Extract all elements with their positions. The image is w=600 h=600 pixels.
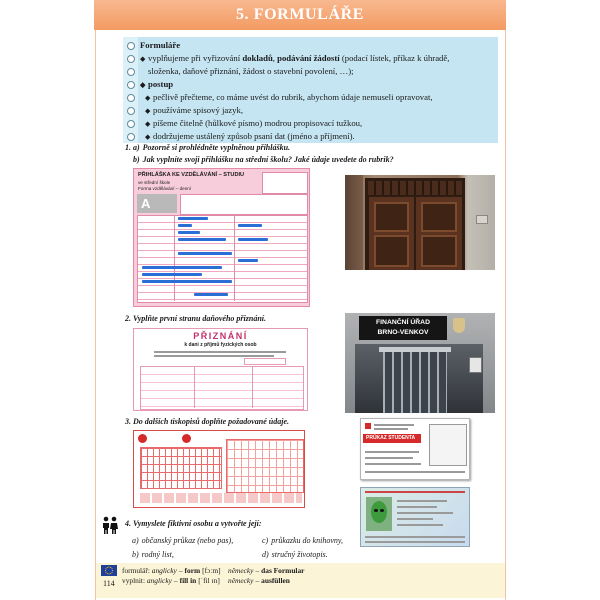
text-line [397, 518, 433, 520]
summary-intro-line [140, 52, 449, 65]
id-card-image [360, 487, 470, 547]
form-header-field [180, 194, 308, 215]
glossary-en-pron: [ˈfil ɪn] [198, 576, 220, 585]
text-line [374, 428, 408, 430]
handwriting-mark [178, 252, 232, 255]
door-photo [345, 175, 495, 270]
handwriting-mark [142, 266, 222, 269]
text-line [397, 500, 447, 502]
office-plate [469, 357, 482, 373]
tax-field-box [244, 358, 286, 365]
postal-strip [140, 493, 302, 503]
form-rows [137, 215, 308, 303]
intro-text: (podací lístek, příkaz k úhradě, [339, 53, 450, 63]
task-text: Do dalších tiskopisů doplňte požadované údaje. [133, 417, 290, 426]
door-leaf-right [416, 197, 462, 270]
text-line [365, 471, 465, 473]
office-sign-line2: BRNO-VENKOV [377, 329, 429, 336]
item-text: stručný životopis. [271, 550, 328, 559]
glossary-separator: – [255, 566, 260, 575]
glossary-entry [122, 576, 220, 586]
tax-return-image [133, 328, 308, 411]
item-text: průkazku do knihovny, [271, 536, 343, 545]
bullet-icon: ◆ [145, 133, 151, 141]
handwriting-mark [238, 259, 258, 262]
binding-ring-icon [127, 42, 135, 50]
step-text: píšeme čitelně (hůlkové písmo) modrou propisovací tužkou, [153, 118, 363, 128]
text-line [365, 451, 419, 453]
binding-ring-icon [127, 107, 135, 115]
task-4-item-c [262, 535, 343, 546]
stone-pillar [345, 175, 363, 270]
form-title: PŘIHLÁŠKA KE VZDĚLÁVÁNÍ – STUDIU [138, 172, 245, 178]
bullet-icon: ◆ [145, 107, 151, 115]
summary-box [123, 37, 498, 143]
task-4-item-a [132, 535, 233, 546]
step-text: používáme spisový jazyk, [153, 105, 243, 115]
door-panel [374, 235, 409, 267]
glossary-entry-de [228, 566, 306, 576]
form-column-divider [174, 215, 175, 301]
handwriting-mark [178, 217, 208, 220]
task-2 [125, 313, 266, 324]
chapter-banner [94, 0, 506, 30]
door-transom [368, 181, 462, 195]
bullet-icon: ◆ [145, 94, 151, 102]
task-4-item-b [132, 549, 174, 560]
eu-flag-icon [101, 565, 117, 576]
photo-placeholder [429, 424, 467, 466]
step-text: dodržujeme ustálený způsob psaní dat (jméno a příjmení). [153, 131, 355, 141]
intro-text: vyplňujeme při vyřizování [148, 53, 243, 63]
student-card-band: PRŮKAZ STUDENTA [363, 434, 421, 443]
glossary-separator: – [255, 576, 260, 585]
binding-ring-icon [127, 94, 135, 102]
glossary-en-label: anglicky [146, 576, 172, 585]
binding-ring-icon [127, 55, 135, 63]
binding-ring-icon [127, 120, 135, 128]
glossary-de-label: německy [228, 566, 254, 575]
form-column-divider [234, 215, 235, 301]
glossary-entry-de [228, 576, 292, 586]
task-text: Vymyslete fiktivní osobu a vytvořte její: [133, 519, 262, 528]
tax-table-divider [252, 366, 253, 408]
office-sign [359, 316, 447, 340]
text-line [154, 355, 274, 357]
postal-grid-left [140, 447, 222, 489]
id-photo [366, 497, 392, 531]
binding-ring-icon [127, 133, 135, 141]
intro-bold: dokladů [242, 53, 273, 63]
text-line [397, 524, 443, 526]
school-logo-icon [365, 423, 371, 429]
alien-face-icon [371, 501, 387, 523]
handwriting-mark [142, 273, 202, 276]
glossary-en-word: form [184, 566, 201, 575]
handwriting-mark [238, 238, 268, 241]
summary-intro-continuation: složenka, daňové přiznání, žádost o stavební povolení, …); [148, 66, 354, 76]
item-text: rodný list, [141, 550, 174, 559]
people-icon [101, 516, 119, 534]
tax-form-subtitle: k dani z příjmů fyzických osob [184, 342, 257, 348]
binding-ring-icon [127, 81, 135, 89]
handwriting-mark [142, 280, 232, 283]
form-code-box [262, 172, 308, 194]
bullet-icon: ◆ [140, 55, 146, 63]
door-panel [374, 202, 409, 232]
tax-table-divider [194, 366, 195, 408]
alien-eye [374, 509, 378, 512]
form-section-box: A [137, 194, 177, 213]
task-4 [125, 518, 262, 529]
text-line [374, 424, 414, 426]
id-card-header-line [365, 491, 465, 493]
summary-step [145, 91, 433, 104]
door-panel [421, 235, 457, 267]
wall-plaque [476, 215, 488, 224]
glossary-term: formulář: [122, 566, 150, 575]
glossary-term: vyplnit: [122, 576, 145, 585]
step-text: pečlivě přečteme, co máme uvést do rubrik, abychom údaje nemuseli opravovat, [153, 92, 433, 102]
handwriting-mark [194, 293, 228, 296]
intro-bold: podávání žádostí [277, 53, 340, 63]
item-label: c) [262, 536, 269, 545]
task-number: 3. [125, 417, 131, 426]
item-label: d) [262, 550, 269, 559]
postal-grid-right [226, 439, 304, 493]
machine-readable-line [365, 536, 465, 538]
chapter-title: 5. FORMULÁŘE [235, 6, 365, 23]
task-3 [125, 416, 289, 427]
task-1b [133, 154, 394, 165]
application-form-image [133, 168, 310, 307]
glossary-separator: – [178, 566, 183, 575]
handwriting-mark [178, 231, 200, 234]
glossary-en-word: fill in [179, 576, 197, 585]
tax-office-photo [345, 313, 495, 413]
text-line [365, 463, 421, 465]
post-horn-icon [138, 434, 147, 443]
glossary-en-label: anglicky [151, 566, 177, 575]
glossary-de-word: ausfüllen [261, 576, 290, 585]
post-horn-icon [182, 434, 191, 443]
intro-text: , [272, 53, 278, 63]
text-line [397, 512, 453, 514]
page-number: 114 [103, 579, 115, 588]
alien-eye [380, 509, 384, 512]
postal-form-image [133, 430, 305, 508]
task-text: Vyplňte první stranu daňového přiznání. [133, 314, 266, 323]
glossary-en-pron: [fɔːm] [202, 566, 221, 575]
tax-table [140, 366, 304, 410]
glossary-separator: – [173, 576, 178, 585]
task-number: 2. [125, 314, 131, 323]
door-leaf-left [369, 197, 414, 270]
task-number: 1. [125, 143, 131, 152]
summary-heading: Formuláře [140, 40, 181, 50]
revolving-door [383, 352, 447, 413]
task-number: 4. [125, 519, 131, 528]
door-panel [421, 202, 457, 232]
task-1a [125, 142, 290, 153]
form-subtitle: ve střední škole [138, 180, 171, 185]
text-line [365, 457, 413, 459]
glossary-de-label: německy [228, 576, 254, 585]
item-label: a) [132, 536, 139, 545]
glossary-entry [122, 566, 221, 576]
task-text: Jak vyplníte svoji přihlášku na střední školu? Jaké údaje uvedete do rubrik? [142, 155, 394, 164]
glossary-de-word: das Formular [261, 566, 305, 575]
procedure-label: postup [148, 79, 174, 89]
office-sign-line1: FINANČNÍ ÚŘAD [376, 319, 430, 326]
task-part-label: b) [133, 155, 140, 164]
student-card-image [360, 418, 470, 480]
state-emblem-icon [453, 318, 465, 333]
text-line [397, 506, 437, 508]
handwriting-mark [238, 224, 262, 227]
summary-step [145, 117, 362, 130]
binding-ring-icon [127, 68, 135, 76]
bullet-icon: ◆ [140, 81, 146, 89]
bullet-icon: ◆ [145, 120, 151, 128]
form-mode: Forma vzdělávání – denní [138, 186, 192, 191]
tax-form-title: PŘIZNÁNÍ [193, 331, 248, 341]
task-part-label: a) [133, 143, 140, 152]
item-label: b) [132, 550, 139, 559]
text-line [154, 351, 286, 353]
machine-readable-line [365, 541, 465, 543]
task-text: Pozorně si prohlédněte vyplněnou přihlášku. [142, 143, 291, 152]
task-4-item-d [262, 549, 328, 560]
summary-step [145, 104, 243, 117]
handwriting-mark [178, 224, 192, 227]
item-text: občanský průkaz (nebo pas), [141, 536, 234, 545]
handwriting-mark [178, 238, 226, 241]
summary-procedure [140, 78, 173, 91]
